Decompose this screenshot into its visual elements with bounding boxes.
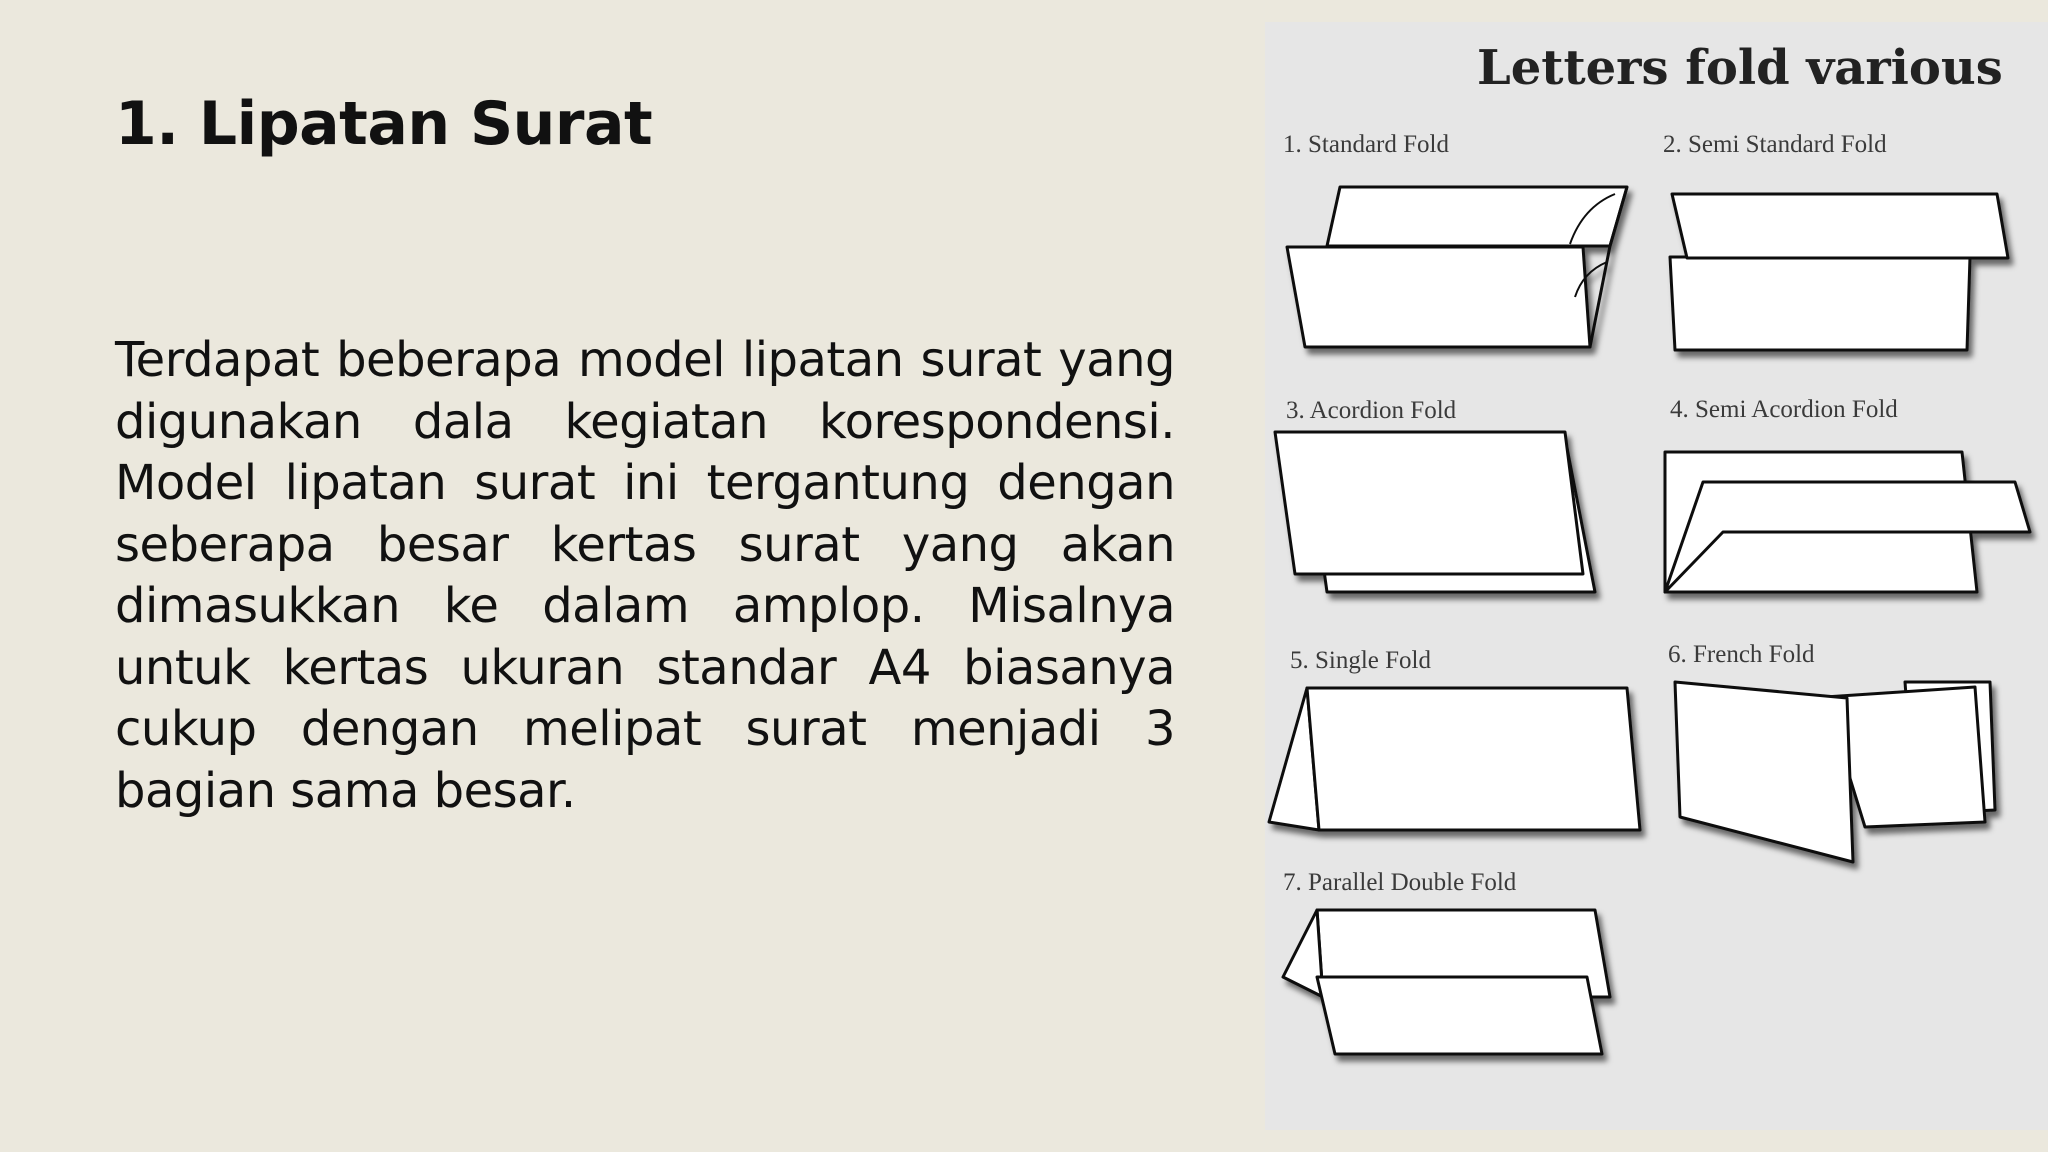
acordion-fold-diagram bbox=[1275, 432, 1595, 592]
figure-title: Letters fold various bbox=[1477, 40, 2003, 96]
fold-label-semi-standard: 2. Semi Standard Fold bbox=[1663, 131, 1887, 158]
fold-label-semi-acordion: 4. Semi Acordion Fold bbox=[1670, 396, 1898, 423]
semi-standard-fold-diagram bbox=[1670, 194, 2008, 350]
slide-title: 1. Lipatan Surat bbox=[115, 89, 653, 159]
parallel-double-fold-diagram bbox=[1283, 910, 1610, 1054]
semi-acordion-fold-diagram bbox=[1665, 452, 2030, 592]
standard-fold-diagram bbox=[1287, 187, 1627, 347]
slide-body-text: Terdapat beberapa model lipatan surat yang digunakan dala kegiatan korespondensi. Model lipatan surat ini tergantung dengan seberapa besar kertas surat yang akan dimasukkan ke dalam amplop. Misalnya untuk kertas ukuran standar A4 biasanya cukup dengan melipat surat menjadi 3 bagian sama besar. bbox=[115, 332, 1175, 819]
french-fold-diagram bbox=[1675, 682, 1995, 862]
letter-folds-drawing bbox=[1265, 22, 2048, 1130]
fold-label-single: 5. Single Fold bbox=[1290, 647, 1431, 674]
fold-label-acordion: 3. Acordion Fold bbox=[1286, 397, 1457, 424]
letter-folds-illustration bbox=[1265, 22, 2048, 1130]
fold-label-standard: 1. Standard Fold bbox=[1283, 131, 1449, 158]
fold-label-french: 6. French Fold bbox=[1668, 641, 1815, 668]
single-fold-diagram bbox=[1269, 688, 1640, 830]
fold-label-parallel-double: 7. Parallel Double Fold bbox=[1283, 869, 1517, 896]
